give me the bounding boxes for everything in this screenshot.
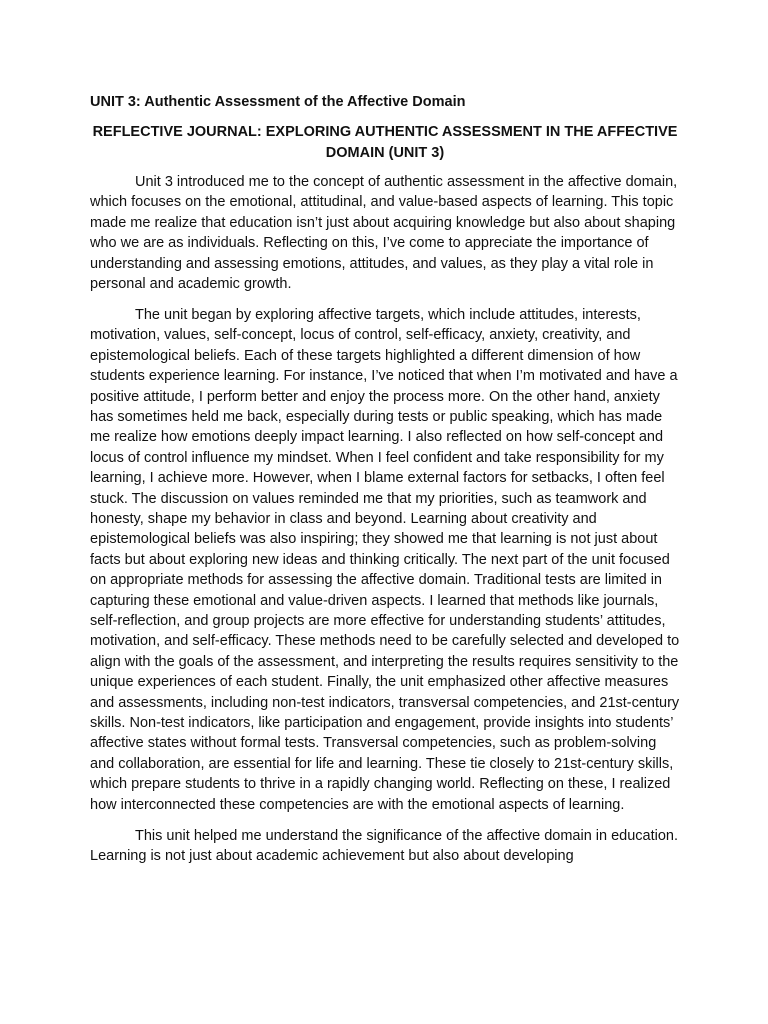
journal-title: REFLECTIVE JOURNAL: EXPLORING AUTHENTIC ASSESSMENT IN THE AFFECTIVE DOMAIN (UNIT 3) [92,124,678,161]
paragraph-body: The unit began by exploring affective targets, which include attitudes, interests, motivation, values, self-concept, locus of control, self-efficacy, anxiety, creativity, and epistemological beliefs. Each of these targets highlighted a different dimension of how students experience learning. For instance, I’ve noticed that when I’m motivated and have a positive attitude, I perform better and enjoy the process more. On the other hand, anxiety has sometimes held me back, especially during tests or public speaking, which has made me realize how emotions deeply impact learning. I also reflected on how self-concept and locus of control influence my mindset. When I feel confident and take responsibility for my learning, I achieve more. However, when I blame external factors for setbacks, I often feel stuck. The discussion on values reminded me that my priorities, such as teamwork and honesty, shape my behavior in class and beyond. Learning about creativity and epistemological beliefs was also inspiring; they showed me that learning is not just about facts but about exploring new ideas and thinking critically. The next part of the unit focused on appropriate methods for assessing the affective domain. Traditional tests are limited in capturing these emotional and value-driven aspects. I learned that methods like journals, self-reflection, and group projects are more effective for understanding students’ attitudes, motivation, and self-efficacy. These methods need to be carefully selected and developed to align with the goals of the assessment, and interpreting the results requires sensitivity to the unique experiences of each student. Finally, the unit emphasized other affective measures and assessments, including non-test indicators, transversal competencies, and 21st-century skills. Non-test indicators, like participation and engagement, provide insights into students’ affective states without formal tests. Transversal competencies, such as problem-solving and collaboration, are essential for life and learning. These tie closely to 21st-century skills, which prepare students to thrive in a rapidly changing world. Reflecting on these, I realized how interconnected these competencies are with the emotional aspects of learning. [90,306,680,813]
unit-heading: UNIT 3: Authentic Assessment of the Affective Domain [90,94,466,110]
paragraph-intro: Unit 3 introduced me to the concept of authentic assessment in the affective domain, which focuses on the emotional, attitudinal, and value-based aspects of learning. This topic made me realize that education isn’t just about acquiring knowledge but also about shaping who we are as individuals. Reflecting on this, I’ve come to appreciate the importance of understanding and assessing emotions, attitudes, and values, as they play a vital role in personal and academic growth. [90,174,678,293]
paragraph-conclusion: This unit helped me understand the significance of the affective domain in education. Learning is not just about academic achievement but also about developing [90,827,679,864]
document-page [90,92,680,877]
